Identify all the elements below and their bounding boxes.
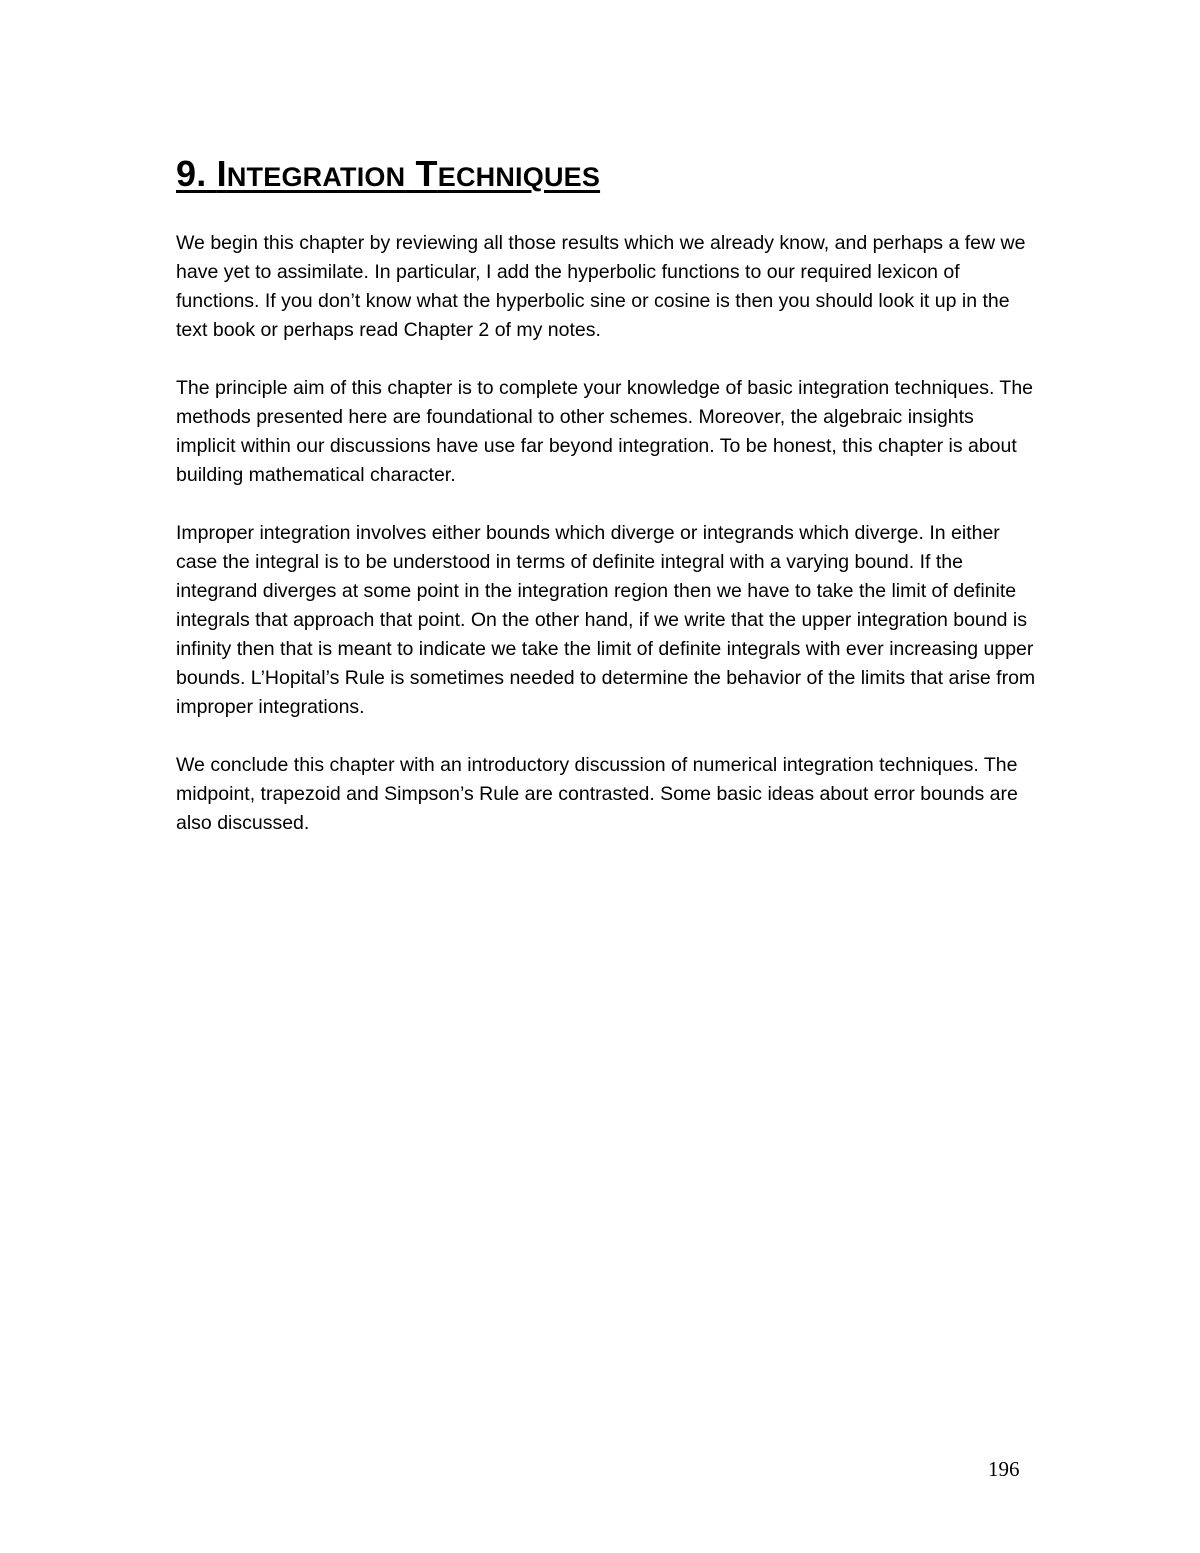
chapter-title xyxy=(176,150,600,201)
chapter-title-word-1-initial: I xyxy=(216,153,227,194)
chapter-title-word-2-rest: ECHNIQUES xyxy=(437,162,601,192)
chapter-title-word-1-rest: NTEGRATION xyxy=(226,162,406,192)
chapter-number: 9. xyxy=(176,153,207,194)
intro-paragraph-aim: The principle aim of this chapter is to complete your knowledge of basic integration techniques. The methods presented here are foundational to other schemes. Moreover, the algebraic insights implicit within our discussions have use far beyond integration. To be honest, this chapter is about building mathematical character. xyxy=(176,377,1034,486)
intro-paragraph-improper-integration: Improper integration involves either bounds which diverge or integrands which diverge. In either case the integral is to be understood in terms of definite integral with a varying bound. If the integrand diverges at some point in the integration region then we have to take the limit of definite integrals that approach that point. On the other hand, if we write that the upper integration bound is infinity then that is meant to indicate we take the limit of definite integrals with ever increasing upper bounds. L’Hopital’s Rule is sometimes needed to determine the behavior of the limits that arise from improper integrations. xyxy=(176,522,1036,718)
chapter-introduction xyxy=(176,229,1036,867)
chapter-title-word-2-initial: T xyxy=(415,153,438,194)
intro-paragraph-numerical-integration: We conclude this chapter with an introductory discussion of numerical integration techniques. The midpoint, trapezoid and Simpson’s Rule are contrasted. Some basic ideas about error bounds are also discussed. xyxy=(176,754,1018,834)
page-number: 196 xyxy=(988,1457,1020,1481)
intro-paragraph-review: We begin this chapter by reviewing all those results which we already know, and perhaps a few we have yet to assimilate. In particular, I add the hyperbolic functions to our required lexicon of functions. If you don’t know what the hyperbolic sine or cosine is then you should look it up in the text book or perhaps read Chapter 2 of my notes. xyxy=(176,232,1026,341)
